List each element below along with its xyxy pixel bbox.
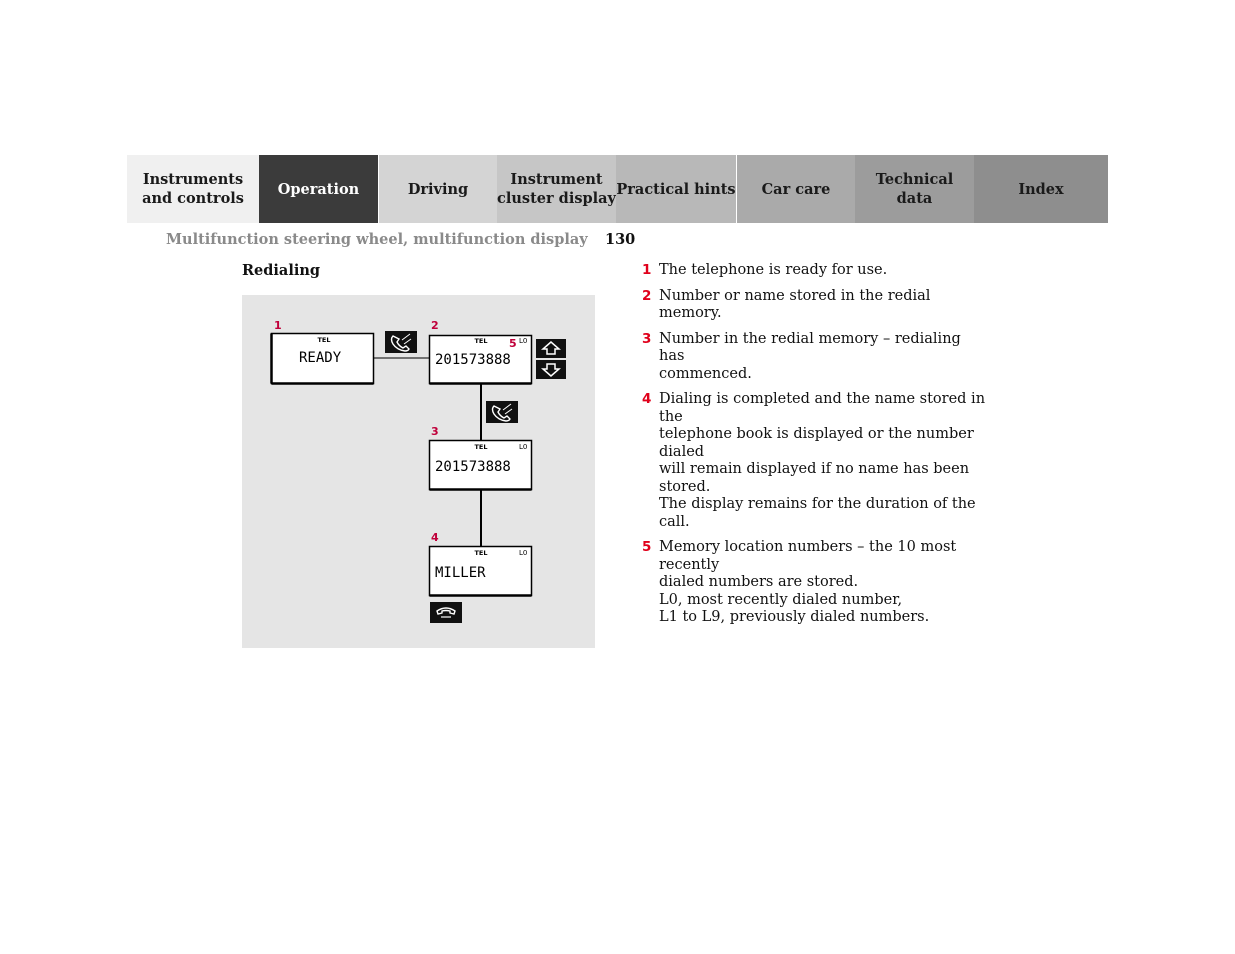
note-text: Number in the redial memory – redialing has commenced.: [659, 330, 961, 382]
note-number: 5: [642, 539, 652, 555]
phone-receiver-icon: [385, 331, 417, 353]
callout-3: 3: [431, 425, 439, 438]
tab-technical-data[interactable]: Technical data: [855, 155, 974, 223]
tab-index[interactable]: Index: [974, 155, 1108, 223]
note-number: 2: [642, 287, 652, 304]
tab-instrument-cluster-display[interactable]: Instrument cluster display: [497, 155, 616, 223]
list-item: [642, 288, 987, 323]
page-number: 130: [605, 231, 636, 248]
phone-receiver-icon: [486, 401, 518, 423]
note-number: 4: [642, 391, 652, 407]
note-text: Number or name stored in the redial memory.: [659, 287, 931, 321]
list-item: [642, 262, 987, 280]
tel-indicator: TEL: [474, 337, 488, 345]
redialing-diagram-svg: [242, 295, 595, 648]
display-text: READY: [299, 350, 342, 366]
redialing-diagram: [242, 295, 595, 648]
memory-location: L0: [519, 443, 528, 451]
list-item: [642, 539, 987, 627]
list-item: [642, 331, 987, 384]
tab-operation[interactable]: Operation: [259, 155, 378, 223]
tel-indicator: TEL: [474, 443, 488, 451]
tel-indicator: TEL: [474, 549, 488, 557]
note-text: Dialing is completed and the name stored in the telephone book is displayed or the number dialed will remain displayed if no name has been stored. The display remains for the duration of the call.: [659, 391, 986, 530]
list-item: [642, 391, 987, 531]
note-text: Memory location numbers – the 10 most recently dialed numbers are stored. L0, most recently dialed number, L1 to L9, previously dialed numbers.: [659, 539, 957, 625]
tab-driving[interactable]: Driving: [378, 155, 497, 223]
arrow-down-icon: [536, 360, 566, 379]
section-title: Multifunction steering wheel, multifunction display: [166, 231, 588, 248]
callout-4: 4: [431, 531, 439, 544]
tab-instruments-and-controls[interactable]: Instruments and controls: [127, 155, 259, 223]
memory-location: L0: [519, 337, 528, 345]
arrow-up-icon: [536, 339, 566, 358]
note-number: 1: [642, 262, 652, 278]
callout-5: 5: [509, 337, 517, 350]
display-text: 201573888: [435, 459, 511, 475]
memory-location: L0: [519, 549, 528, 557]
display-text: MILLER: [435, 565, 486, 581]
chapter-nav: [127, 155, 1108, 223]
tab-car-care[interactable]: Car care: [736, 155, 855, 223]
display-text: 201573888: [435, 352, 511, 368]
note-number: 3: [642, 330, 652, 347]
tel-indicator: TEL: [317, 336, 331, 344]
callout-2: 2: [431, 319, 439, 332]
display-ready: [272, 319, 374, 384]
callout-1: 1: [274, 319, 282, 332]
tab-practical-hints[interactable]: Practical hints: [616, 155, 736, 223]
note-text: The telephone is ready for use.: [659, 262, 888, 278]
notes-list: [642, 262, 987, 635]
hang-up-icon: [430, 602, 462, 623]
page-heading: Redialing: [242, 262, 321, 279]
display-redial-memory: [430, 319, 532, 384]
